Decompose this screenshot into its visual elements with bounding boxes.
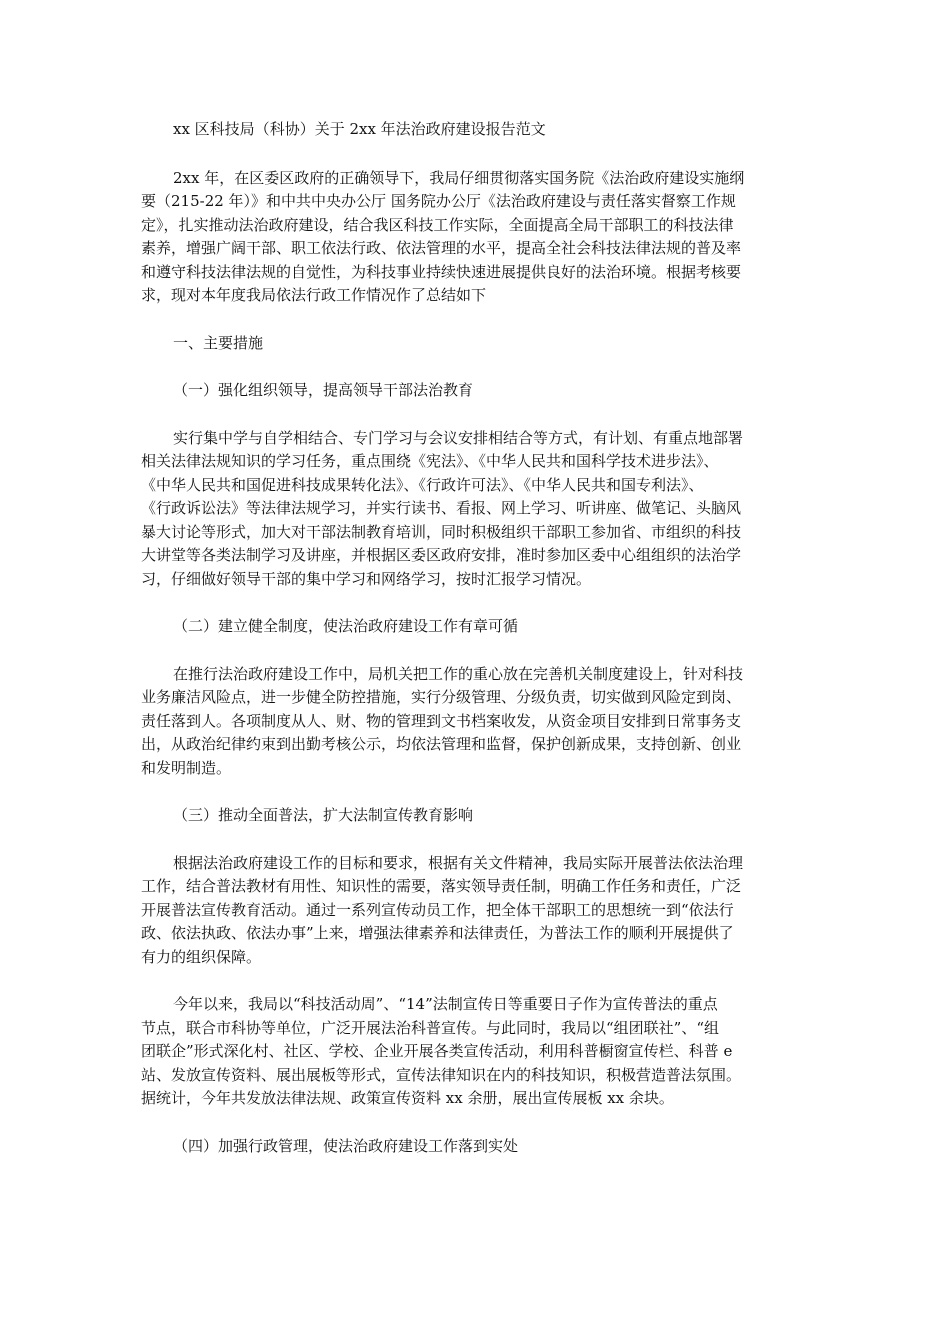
paragraph-line: 求，现对本年度我局依法行政工作情况作了总结如下	[141, 286, 487, 304]
paragraph-line: 《行政诉讼法》等法律法规学习，并实行读书、看报、网上学习、听讲座、做笔记、头脑风	[141, 499, 742, 517]
paragraph-line: 大讲堂等各类法制学习及讲座，并根据区委区政府安排，准时参加区委中心组组织的法治学	[141, 546, 742, 564]
paragraph-line: 业务廉洁风险点，进一步健全防控措施，实行分级管理、分级负责，切实做到风险定到岗、	[141, 688, 742, 706]
subsection-heading-3: （三）推动全面普法，扩大法制宣传教育影响	[173, 806, 474, 824]
paragraph-line: 素养，增强广阔干部、职工依法行政、依法管理的水平，提高全社会科技法律法规的普及率	[141, 239, 742, 257]
intro-paragraph	[141, 167, 813, 308]
paragraph-line: 根据法治政府建设工作的目标和要求，根据有关文件精神，我局实际开展普法依法治理	[173, 853, 744, 872]
subsection-3-paragraph-1	[141, 852, 813, 970]
paragraph-line: 定》，扎实推动法治政府建设，结合我区科技工作实际，全面提高全局干部职工的科技法律	[141, 215, 734, 234]
paragraph-line: 和遵守科技法律法规的自觉性，为科技事业持续快速进展提供良好的法治环境。根据考核要	[141, 262, 742, 281]
document-title: xx 区科技局（科协）关于 2xx 年法治政府建设报告范文	[173, 120, 546, 138]
paragraph-line: 和发明制造。	[141, 758, 232, 777]
paragraph-line: 团联企”形式深化村、社区、学校、企业开展各类宣传活动，利用科普橱窗宣传栏、科普 e	[141, 1042, 733, 1060]
paragraph-line: 出，从政治纪律约束到出勤考核公示，均依法管理和监督，保护创新成果，支持创新、创业	[141, 735, 742, 753]
paragraph-line: 节点，联合市科协等单位，广泛开展法治科普宣传。与此同时，我局以“组团联社”、“组	[141, 1018, 720, 1037]
subsection-heading-2: （二）建立健全制度，使法治政府建设工作有章可循	[173, 617, 519, 635]
paragraph-line: 实行集中学与自学相结合、专门学习与会议安排相结合等方式，有计划、有重点地部署	[173, 428, 744, 447]
paragraph-line: 在推行法治政府建设工作中，局机关把工作的重心放在完善机关制度建设上，针对科技	[173, 664, 744, 683]
paragraph-line: 要（215-22 年）》和中共中央办公厅 国务院办公厅《法治政府建设与责任落实督察工作规	[141, 192, 736, 210]
subsection-heading-4: （四）加强行政管理，使法治政府建设工作落到实处	[173, 1136, 519, 1155]
subsection-1-paragraph	[141, 427, 813, 592]
paragraph-line: 习，仔细做好领导干部的集中学习和网络学习，按时汇报学习情况。	[141, 569, 592, 588]
paragraph-line: 据统计，今年共发放法律法规、政策宣传资料 xx 余册，展出宣传展板 xx 余块。	[141, 1089, 674, 1107]
paragraph-line: 2xx 年，在区委区政府的正确领导下，我局仔细贯彻落实国务院《法治政府建设实施纲	[173, 168, 745, 187]
subsection-2-paragraph	[141, 663, 813, 781]
paragraph-line: 有力的组织保障。	[141, 947, 262, 966]
paragraph-line: 开展普法宣传教育活动。通过一系列宣传动员工作，把全体干部职工的思想统一到“依法行	[141, 900, 734, 919]
section-heading-main-measures: 一、主要措施	[173, 333, 264, 352]
paragraph-line: 暴大讨论等形式，加大对干部法制教育培训，同时积极组织干部职工参加省、市组织的科技	[141, 522, 742, 541]
subsection-3-paragraph-2	[141, 993, 813, 1111]
document-page	[141, 118, 813, 1182]
subsection-heading-1: （一）强化组织领导，提高领导干部法治教育	[173, 381, 474, 399]
paragraph-line: 政、依法执政、依法办事”上来，增强法律素养和法律责任，为普法工作的顺利开展提供了	[141, 924, 734, 942]
paragraph-line: 《中华人民共和国促进科技成果转化法》、《行政许可法》、《中华人民共和国专利法》、	[141, 475, 704, 494]
paragraph-line: 今年以来，我局以“科技活动周”、“14”法制宣传日等重要日子作为宣传普法的重点	[173, 995, 718, 1013]
paragraph-line: 工作，结合普法教材有用性、知识性的需要，落实领导责任制，明确工作任务和责任，广泛	[141, 877, 742, 895]
paragraph-line: 相关法律法规知识的学习任务，重点围绕《宪法》、《中华人民共和国科学技术进步法》、	[141, 452, 719, 470]
paragraph-line: 站、发放宣传资料、展出展板等形式，宣传法律知识在内的科技知识，积极营造普法氛围。	[141, 1065, 742, 1084]
paragraph-line: 责任落到人。各项制度从人、财、物的管理到文书档案收发，从资金项目安排到日常事务支	[141, 711, 742, 730]
